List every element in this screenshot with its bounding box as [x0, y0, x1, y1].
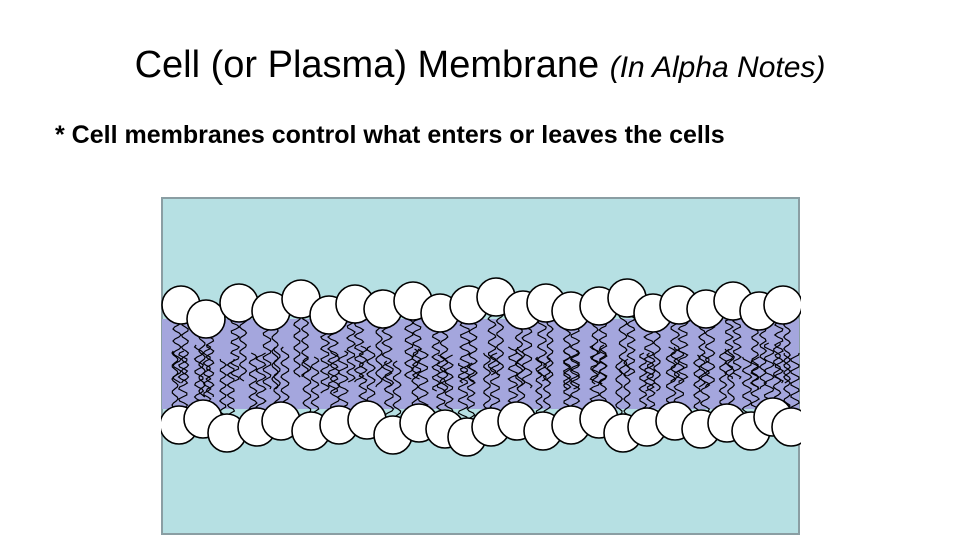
- title-note: (In Alpha Notes): [609, 51, 826, 84]
- membrane-svg: [161, 197, 801, 535]
- phospholipid-head: [764, 286, 801, 324]
- title-main: Cell (or Plasma) Membrane: [134, 44, 610, 86]
- phospholipid-head: [187, 300, 225, 338]
- phospholipid-head: [772, 408, 801, 446]
- membrane-diagram: [161, 197, 801, 535]
- bullet-text: * Cell membranes control what enters or leaves the cells: [55, 121, 725, 149]
- slide-title: [0, 44, 960, 87]
